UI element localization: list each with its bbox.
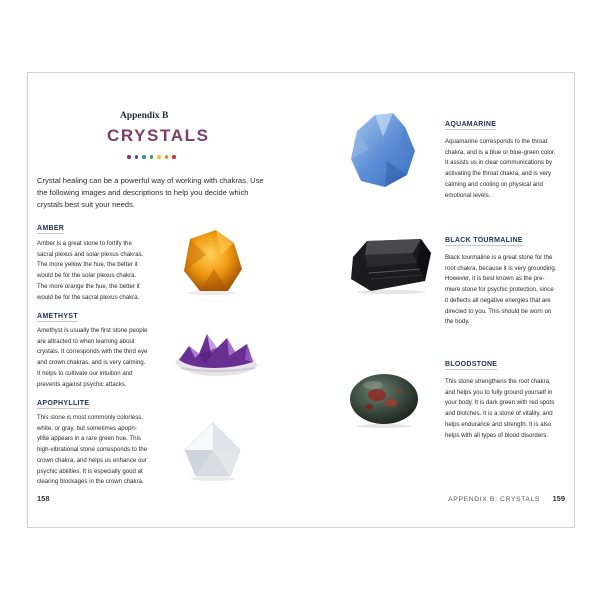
text-line: directed to you. This should be worn on [445,307,552,315]
chakra-dot [157,155,161,159]
text-line: and helps you to fully ground yourself in [445,388,553,396]
text-line: It helps to cultivate our intuition and [37,369,133,377]
text-line: helps with all types of blood disorders. [445,431,548,439]
text-line: Aquamarine corresponds to the throat [445,138,548,145]
text-line: activating the throat chakra, and is very [445,170,552,178]
amethyst-heading: AMETHYST [37,313,78,320]
text-line: your body. It is dark green with red spots [445,399,555,407]
page-title: CRYSTALS [107,126,210,145]
book-spread [27,72,575,528]
amber-heading: AMBER [37,225,65,232]
text-line: Amethyst is usually the first stone people [37,327,148,334]
text-line: The more orange the hue, the better it [37,282,140,290]
apophyllite-crystal-image [178,420,248,482]
aquamarine-description [445,137,573,201]
text-line: crystals. It corresponds with the third eye [37,348,148,356]
chakra-dot [142,155,146,159]
bloodstone-crystal-image [347,369,421,429]
amber-crystal-image [176,225,248,297]
text-line: are attracted to when learning about [37,337,135,345]
text-line: miere stone for psychic protection, since [445,286,554,294]
text-line: and crown chakras, and is very calming. [37,359,146,367]
intro-paragraph: Crystal healing can be a powerful way of working with chakras. Use the following images and descriptions to help you decide which crystals best suit your needs. [37,176,264,209]
black-tourmaline-crystal-image [347,233,433,295]
text-line: The more yellow the hue, the better it [37,261,138,269]
text-line: high-vibrational stone corresponds to the [37,446,148,454]
amber-description [37,239,187,303]
text-line: chakra, and is a blue or blue-green color. [445,148,556,156]
text-line: helps endurance and strength. It is also [445,420,552,428]
amethyst-crystal-image [171,324,261,380]
text-line: This stone strengthens the root chakra, [445,378,551,385]
running-head: APPENDIX B: CRYSTALS [448,496,540,503]
text-line: psychic abilities. It is especially good at [37,467,143,475]
text-line: the body. [445,318,470,326]
text-line: root chakra, because it is very grounding. [445,264,557,272]
black-tourmaline-heading: BLACK TOURMALINE [445,237,523,244]
chakra-dot [172,155,176,159]
left-page-number: 158 [37,494,50,503]
appendix-label: Appendix B [120,111,169,121]
chakra-dot [135,155,139,159]
text-line: white, or gray, but sometimes apoph- [37,424,137,432]
chakra-dots [127,155,176,159]
chakra-dot [150,155,154,159]
text-line: yllite appears in a rare green hue. This [37,435,141,443]
chakra-dot [165,155,169,159]
text-line: However, it is best known as the pre- [445,275,545,283]
text-line: sacral plexus and solar plexus chakras. [37,250,144,258]
text-line: Black tourmaline is a great stone for the [445,254,553,261]
text-line: crown chakra, and helps us enhance our [37,456,147,464]
text-line: Amber is a great stone to fortify the [37,240,132,247]
amethyst-description [37,326,187,390]
aquamarine-heading: AQUAMARINE [445,121,497,128]
aquamarine-crystal-image [345,109,421,191]
chakra-dot [127,155,131,159]
text-line: and blotches. It is a stone of vitality, and [445,410,553,418]
right-page [301,73,574,527]
text-line: emotional levels. [445,191,491,199]
text-line: would be for the sacral plexus chakra. [37,293,140,301]
text-line: prevents against psychic attacks. [37,380,127,388]
apophyllite-heading: APOPHYLLITE [37,400,90,407]
text-line: clearing blockages in the crown chakra. [37,478,144,486]
text-line: would be for the solar plexus chakra. [37,272,137,280]
text-line: It assists us in clear communications by [445,159,553,167]
bloodstone-heading: BLOODSTONE [445,361,498,368]
left-page [28,73,301,527]
text-line: calming and cooling on physical and [445,180,543,188]
right-page-number: 159 [552,494,565,503]
text-line: it deflects all negative energies that are [445,296,551,304]
apophyllite-description [37,413,187,488]
text-line: This stone is most commonly colorless, [37,414,143,421]
black-tourmaline-description [445,253,573,328]
bloodstone-description [445,377,573,441]
